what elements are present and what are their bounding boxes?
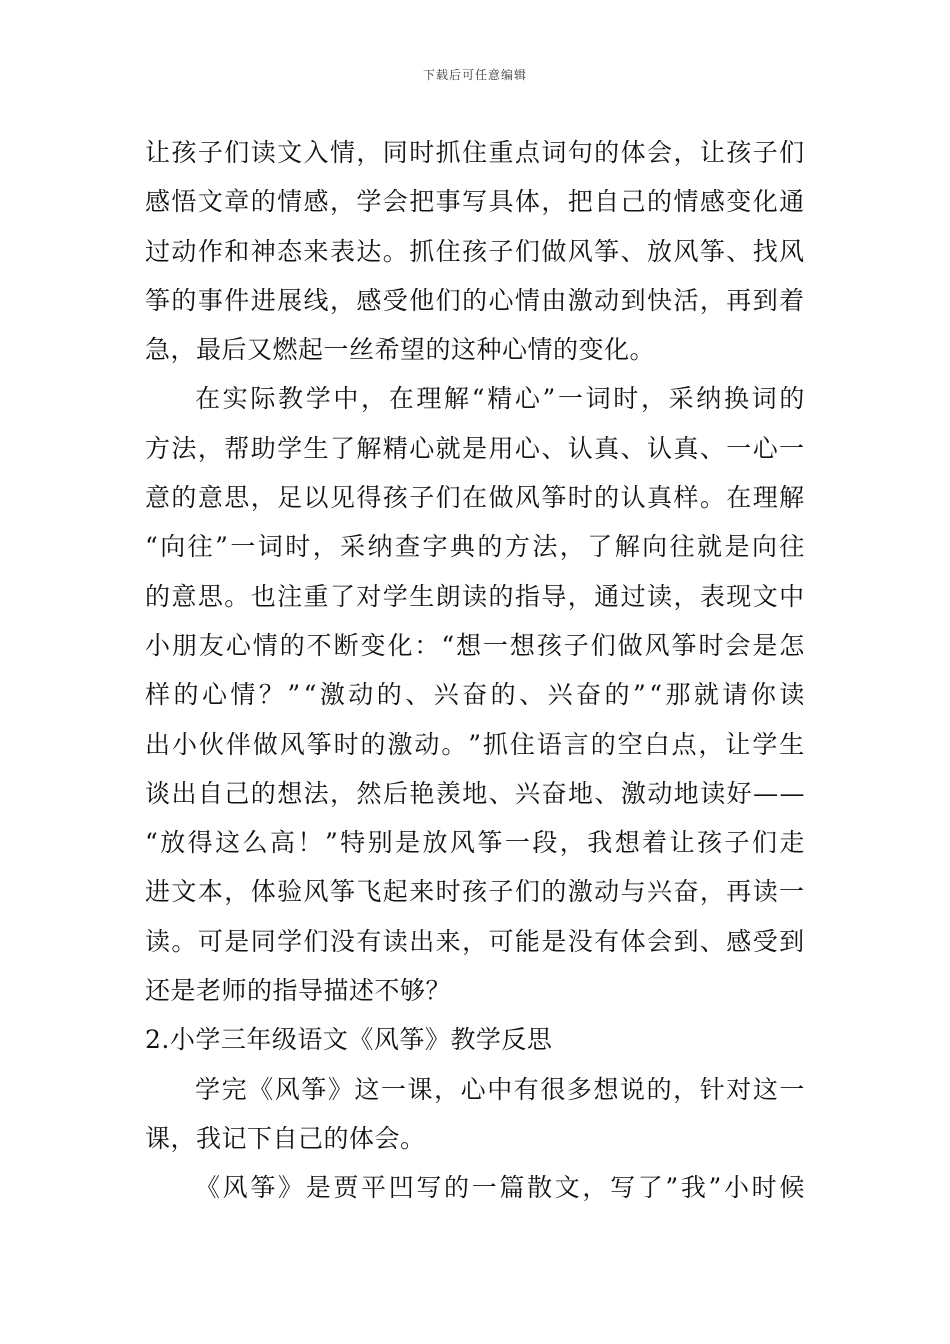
text-line: 急，最后又燃起一丝希望的这种心情的变化。 bbox=[145, 335, 656, 365]
text-line: 感 悟 文 章 的 情 感 ， 学 会 把 事 写 具 体 ， 把 自 己 的 情 感 变 化 通 bbox=[145, 187, 805, 217]
text-line: 还是老师的指导描述不够？ bbox=[145, 976, 452, 1006]
text-line: 样 的 心 情 ？ ” “ 激 动 的 、 兴 奋 的 、 兴 奋 的 ” “ 那 就 请 你 读 bbox=[145, 680, 805, 710]
text-line: 《 风 筝 》 是 贾 平 凹 写 的 一 篇 散 文 ， 写 了 ” 我 ” 小 时 候 bbox=[195, 1173, 805, 1203]
text-line: 方 法 ， 帮 助 学 生 了 解 精 心 就 是 用 心 、 认 真 、 认 真 、 一 心 一 bbox=[145, 433, 805, 463]
text-line: 读 。 可 是 同 学 们 没 有 读 出 来 ， 可 能 是 没 有 体 会 到 、 感 受 到 bbox=[145, 926, 805, 956]
text-line: 小 朋 友 心 情 的 不 断 变 化 ： “ 想 一 想 孩 子 们 做 风 筝 时 会 是 怎 bbox=[145, 630, 805, 660]
text-line: “ 向 往 ” 一 词 时 ， 采 纳 查 字 典 的 方 法 ， 了 解 向 往 就 是 向 往 bbox=[145, 532, 805, 562]
text-line: 的 意 思 。 也 注 重 了 对 学 生 朗 读 的 指 导 ， 通 过 读 ， 表 现 文 中 bbox=[145, 581, 805, 611]
text-line: 进 文 本 ， 体 验 风 筝 飞 起 来 时 孩 子 们 的 激 动 与 兴 奋 ， 再 读 一 bbox=[145, 877, 805, 907]
text-line: 2.小学三年级语文《风筝》教学反思 bbox=[145, 1025, 553, 1055]
text-line: 筝 的 事 件 进 展 线 ， 感 受 他 们 的 心 情 由 激 动 到 快 活 ， 再 到 着 bbox=[145, 285, 805, 315]
text-line: 过 动 作 和 神 态 来 表 达 。 抓 住 孩 子 们 做 风 筝 、 放 风 筝 、 找 风 bbox=[145, 236, 805, 266]
text-line: 谈 出 自 己 的 想 法 ， 然 后 艳 羡 地 、 兴 奋 地 、 激 动 地 读 好 — — bbox=[145, 778, 805, 808]
text-line: 意 的 意 思 ， 足 以 见 得 孩 子 们 在 做 风 筝 时 的 认 真 样 。 在 理 解 bbox=[145, 483, 805, 513]
text-line: 在 实 际 教 学 中 ， 在 理 解 “ 精 心 ” 一 词 时 ， 采 纳 换 词 的 bbox=[195, 384, 805, 414]
text-line: 学 完 《 风 筝 》 这 一 课 ， 心 中 有 很 多 想 说 的 ， 针 对 这 一 bbox=[195, 1074, 805, 1104]
page-header: 下载后可任意编辑 bbox=[422, 68, 527, 82]
text-line: 课，我记下自己的体会。 bbox=[145, 1123, 426, 1153]
text-line: 出 小 伙 伴 做 风 筝 时 的 激 动 。 ” 抓 住 语 言 的 空 白 点 ， 让 学 生 bbox=[145, 729, 805, 759]
text-line: 让 孩 子 们 读 文 入 情 ， 同 时 抓 住 重 点 词 句 的 体 会 ， 让 孩 子 们 bbox=[145, 138, 805, 167]
text-line: “ 放 得 这 么 高 ！ ” 特 别 是 放 风 筝 一 段 ， 我 想 着 让 孩 子 们 走 bbox=[145, 828, 805, 858]
document-body bbox=[145, 128, 805, 1213]
